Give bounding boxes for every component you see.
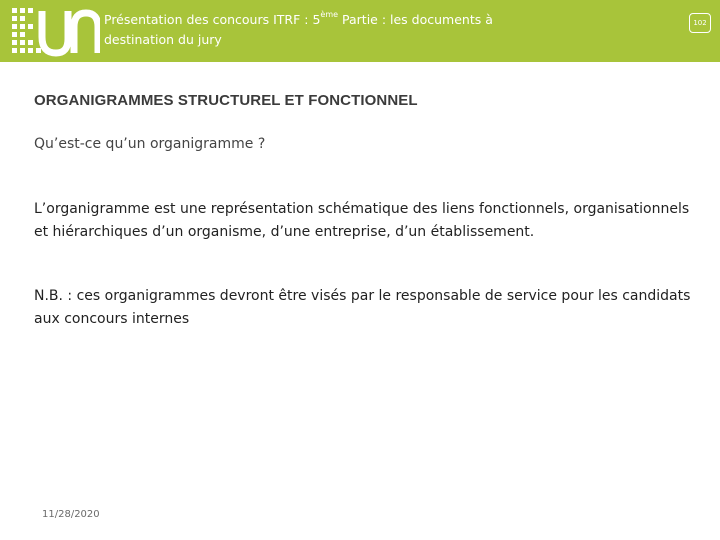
header-bar <box>0 0 720 62</box>
page-number: 102 <box>689 13 711 33</box>
un-logo-icon <box>8 5 100 59</box>
title-superscript: ème <box>320 10 339 19</box>
title-prefix: Présentation des concours ITRF : 5 <box>104 12 321 27</box>
section-heading: ORGANIGRAMMES STRUCTUREL ET FONCTIONNEL <box>34 92 418 109</box>
title-suffix: Partie : les documents à destination du jury <box>104 12 493 47</box>
question-text: Qu’est-ce qu’un organigramme ? <box>34 136 266 152</box>
definition-paragraph: L’organigramme est une représentation schématique des liens fonctionnels, organisationnels et hiérarchiques d’un organisme, d’une entreprise, d’un établissement. <box>34 201 690 240</box>
presentation-title <box>104 10 544 50</box>
note-paragraph: N.B. : ces organigrammes devront être visés par le responsable de service pour les candidats aux concours internes <box>34 288 691 327</box>
footer-date: 11/28/2020 <box>42 509 100 520</box>
